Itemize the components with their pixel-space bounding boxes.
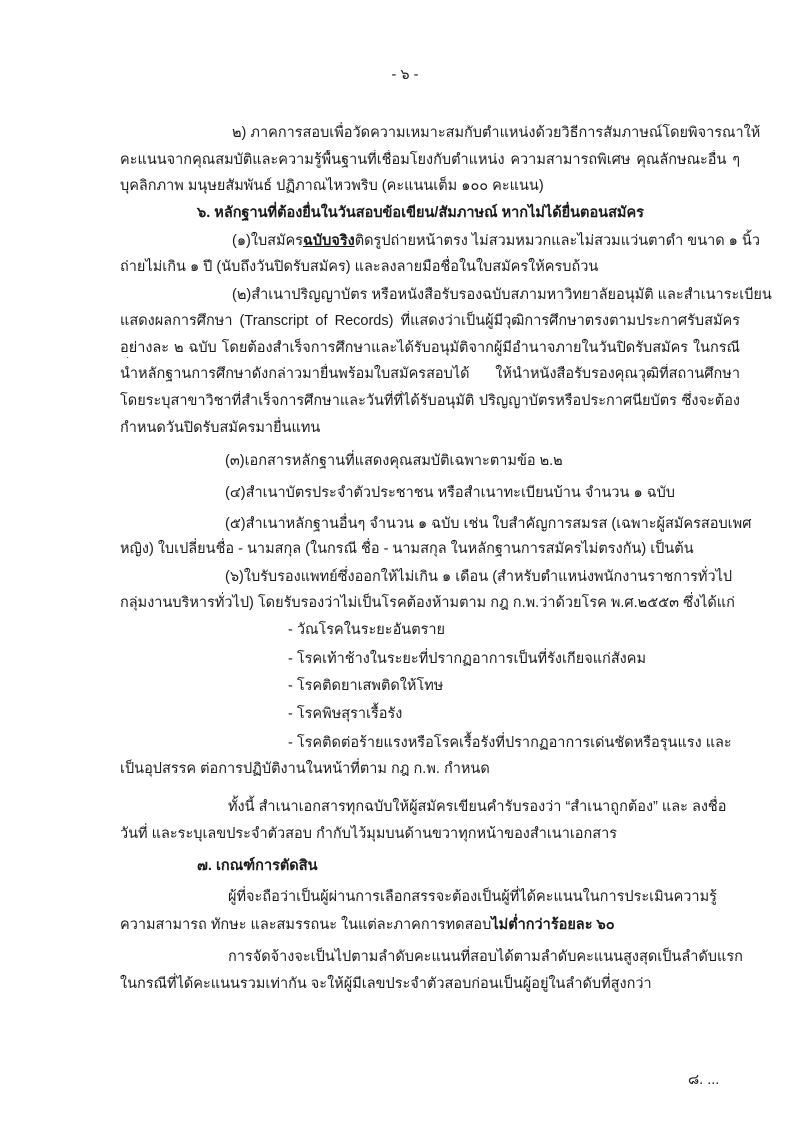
paragraph-line: คะแนนจากคุณสมบัติและความรู้พื้นฐานที่เชื่อมโยงกับตำแหน่ง ความสามารถพิเศษ คุณลักษณะอื่น ๆ bbox=[120, 152, 740, 168]
paragraph-line: การจัดจ้างจะเป็นไปตามลำดับคะแนนที่สอบได้ตามลำดับคะแนนสูงสุดเป็นลำดับแรก bbox=[228, 949, 743, 965]
disease-list-item: - โรคพิษสุราเรื้อรัง bbox=[288, 706, 403, 722]
disease-list-item: - โรคเท้าช้างในระยะที่ปรากฏอาการเป็นที่รังเกียจแก่สังคม bbox=[288, 651, 647, 667]
paragraph-line: หญิง) ใบเปลี่ยนชื่อ - นามสกุล (ในกรณี ชื่อ - นามสกุล ในหลักฐานการสมัครไม่ตรงกัน) เป็นต้น bbox=[120, 541, 694, 557]
item-1-prefix: (๑)ใบสมัคร bbox=[232, 233, 304, 249]
item-1-rest: ติดรูปถ่ายหน้าตรง ไม่สวมหมวกและไม่สวมแว่นตาดำ ขนาด ๑ นิ้ว bbox=[354, 233, 760, 249]
paragraph-line: กลุ่มงานบริหารทั่วไป) โดยรับรองว่าไม่เป็นโรคต้องห้ามตาม กฎ ก.พ.ว่าด้วยโรค พ.ศ.๒๕๕๓ ซึ่งได้แก่ bbox=[120, 595, 735, 611]
continuation-marker: ๘. ... bbox=[688, 1072, 720, 1088]
section-6-heading: ๖. หลักฐานที่ต้องยื่นในวันสอบข้อเขียน/สัมภาษณ์ หากไม่ได้ยื่นตอนสมัคร bbox=[197, 205, 644, 221]
paragraph-line: แสดงผลการศึกษา (Transcript of Records) ที่แสดงว่าเป็นผู้มีวุฒิการศึกษาตรงตามประกาศรับสมัคร bbox=[120, 313, 740, 329]
criteria-threshold: ไม่ต่ำกว่าร้อยละ ๖๐ bbox=[491, 917, 615, 933]
paragraph-line bbox=[120, 915, 615, 935]
item-6: (๖)ใบรับรองแพทย์ซึ่งออกให้ไม่เกิน ๑ เดือน (สำหรับตำแหน่งพนักงานราชการทั่วไป bbox=[225, 569, 733, 585]
disease-list-item: - โรคติดยาเสพติดให้โทษ bbox=[288, 678, 444, 694]
note-line: ทั้งนี้ สำเนาเอกสารทุกฉบับให้ผู้สมัครเขียนคำรับรองว่า “สำเนาถูกต้อง” และ ลงชื่อ bbox=[228, 799, 727, 815]
paragraph-line: ในกรณีที่ได้คะแนนรวมเท่ากัน จะให้ผู้มีเลขประจำตัวสอบก่อนเป็นผู้อยู่ในลำดับที่สูงกว่า bbox=[120, 976, 652, 992]
disease-list-item: - วัณโรคในระยะอันตราย bbox=[288, 622, 446, 638]
paragraph-line: บุคลิกภาพ มนุษยสัมพันธ์ ปฏิภาณไหวพริบ (คะแนนเต็ม ๑๐๐ คะแนน) bbox=[120, 178, 544, 194]
paragraph-line: (๒)สำเนาปริญญาบัตร หรือหนังสือรับรองฉบับสภามหาวิทยาลัยอนุมัติ และสำเนาระเบียน bbox=[232, 287, 772, 303]
item-3: (๓)เอกสารหลักฐานที่แสดงคุณสมบัติเฉพาะตามข้อ ๒.๒ bbox=[225, 453, 563, 469]
paragraph-line: กำหนดวันปิดรับสมัครมายื่นแทน bbox=[120, 420, 321, 436]
disease-list-item: - โรคติดต่อร้ายแรงหรือโรคเรื้อรังที่ปรากฏอาการเด่นชัดหรือรุนแรง และ bbox=[288, 735, 732, 751]
criteria-text: ความสามารถ ทักษะ และสมรรถนะ ในแต่ละภาคการทดสอบ bbox=[120, 917, 492, 933]
paragraph-line: ถ่ายไม่เกิน ๑ ปี (นับถึงวันปิดรับสมัคร) และลงลายมือชื่อในใบสมัครให้ครบถ้วน bbox=[120, 259, 599, 275]
paragraph-line: อย่างละ ๒ ฉบับ โดยต้องสำเร็จการศึกษาและได้รับอนุมัติจากผู้มีอำนาจภายในวันปิดรับสมัคร ในกรณี bbox=[120, 340, 740, 356]
paragraph-line: ๒) ภาคการสอบเพื่อวัดความเหมาะสมกับตำแหน่งด้วยวิธีการสัมภาษณ์โดยพิจารณาให้ bbox=[232, 125, 761, 141]
paragraph-line: เป็นอุปสรรค ต่อการปฏิบัติงานในหน้าที่ตาม กฎ ก.พ. กำหนด bbox=[120, 761, 490, 777]
page-number: - ๖ - bbox=[391, 67, 419, 83]
item-5: (๕)สำเนาหลักฐานอื่นๆ จำนวน ๑ ฉบับ เช่น ใบสำคัญการสมรส (เฉพาะผู้สมัครสอบเพศ bbox=[225, 516, 752, 532]
item-1-underlined: ฉบับจริง bbox=[303, 233, 355, 249]
section-7-heading: ๗. เกณฑ์การตัดสิน bbox=[197, 858, 318, 874]
paragraph-line: นำหลักฐานการศึกษาดังกล่าวมายื่นพร้อมใบสมัครสอบได้ ให้นำหนังสือรับรองคุณวุฒิที่สถานศึกษา bbox=[120, 366, 740, 382]
item-1-line bbox=[232, 231, 760, 251]
item-4: (๔)สำเนาบัตรประจำตัวประชาชน หรือสำเนาทะเบียนบ้าน จำนวน ๑ ฉบับ bbox=[225, 485, 675, 501]
paragraph-line: โดยระบุสาขาวิชาที่สำเร็จการศึกษาและวันที่ที่ได้รับอนุมัติ ปริญญาบัตรหรือประกาศนียบัตร ซึ่งจะต้อง bbox=[120, 393, 740, 409]
paragraph-line: ผู้ที่จะถือว่าเป็นผู้ผ่านการเลือกสรรจะต้องเป็นผู้ที่ได้คะแนนในการประเมินความรู้ bbox=[228, 889, 717, 905]
note-line: วันที่ และระบุเลขประจำตัวสอบ กำกับไว้มุมบนด้านขวาทุกหน้าของสำเนาเอกสาร bbox=[120, 826, 618, 842]
